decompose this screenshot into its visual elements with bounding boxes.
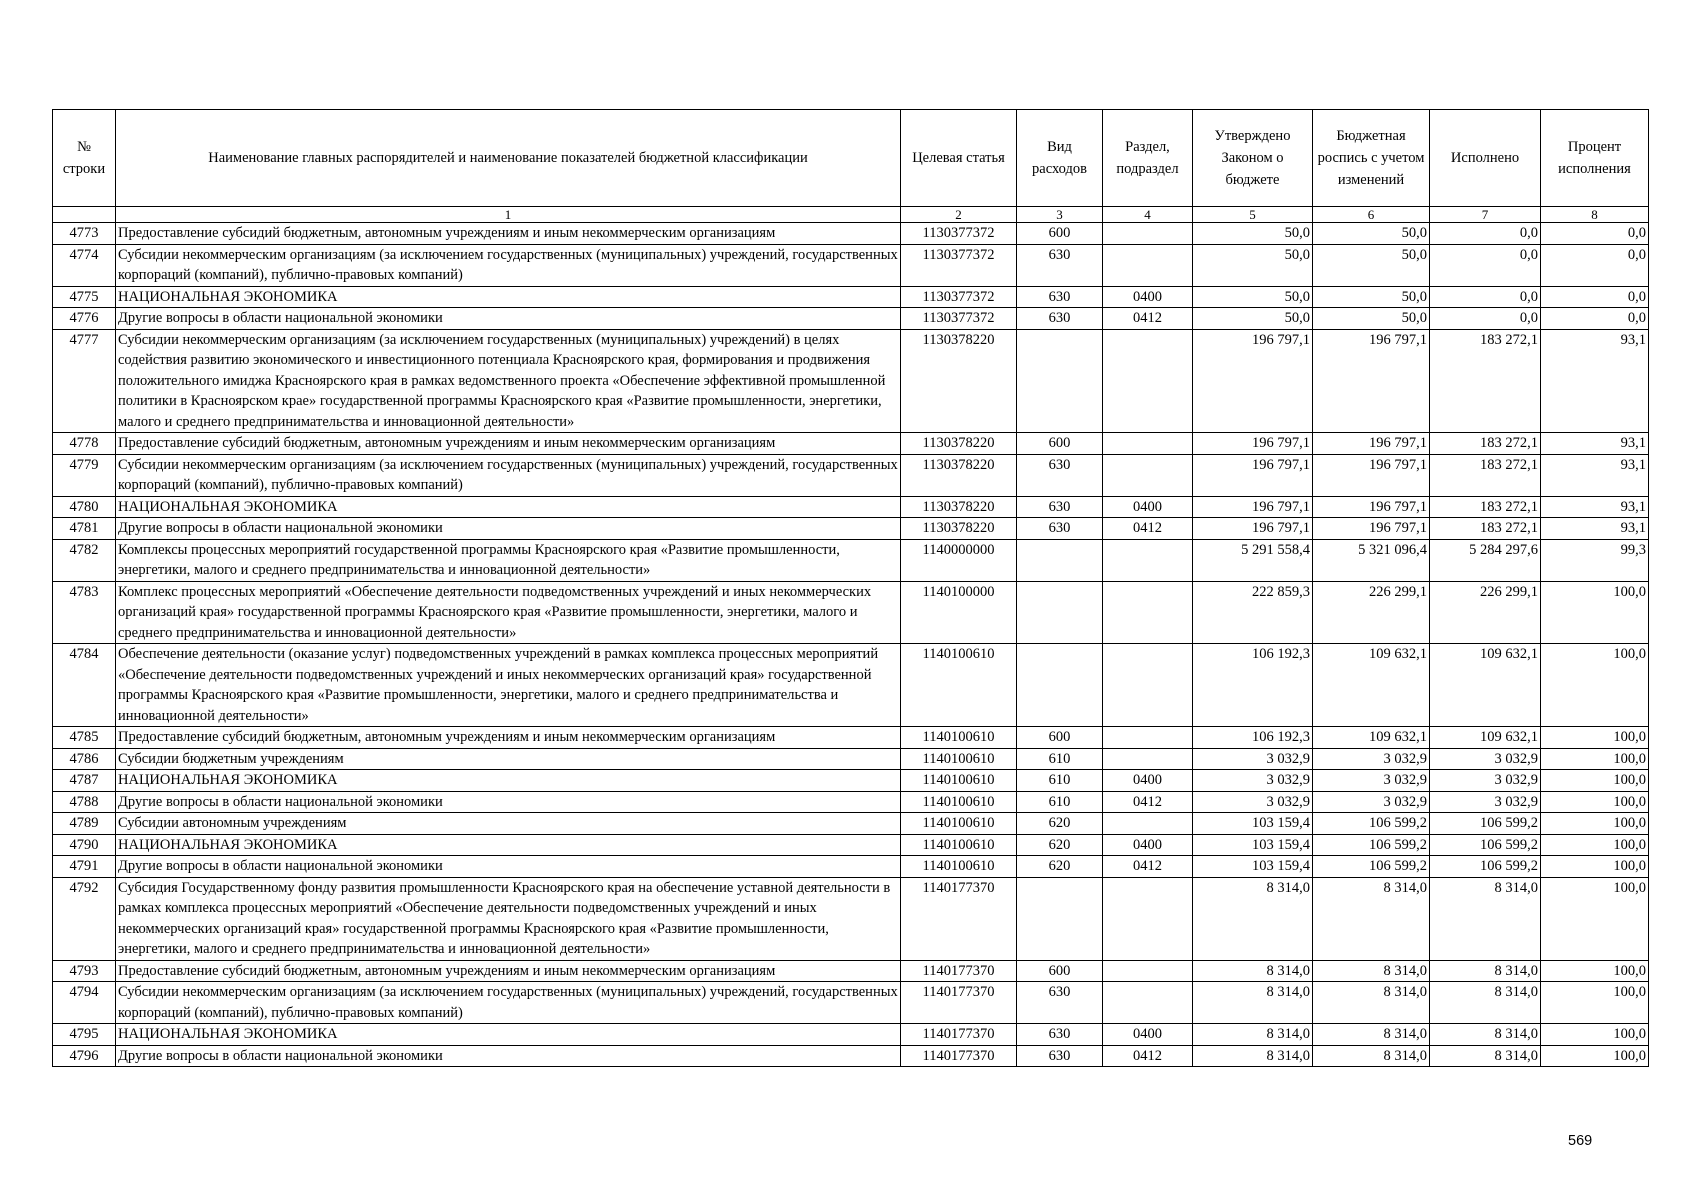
cell-row-number: 4789 bbox=[53, 813, 116, 835]
cell-row-number: 4788 bbox=[53, 791, 116, 813]
cell-target-article: 1140177370 bbox=[901, 982, 1017, 1024]
cell-name: Субсидии некоммерческим организациям (за исключением государственных (муниципальных) учреждений, государственных корпораций (компаний), публично-правовых компаний) bbox=[116, 454, 901, 496]
cell-name: Предоставление субсидий бюджетным, автономным учреждениям и иным некоммерческим организациям bbox=[116, 433, 901, 455]
cell-target-article: 1140100610 bbox=[901, 748, 1017, 770]
cell-section bbox=[1103, 433, 1193, 455]
table-row bbox=[53, 1024, 1649, 1046]
header-name: Наименование главных распорядителей и наименование показателей бюджетной классификации bbox=[116, 110, 901, 207]
cell-executed: 106 599,2 bbox=[1430, 834, 1541, 856]
cell-approved: 196 797,1 bbox=[1193, 454, 1313, 496]
cell-expense-type: 630 bbox=[1017, 454, 1103, 496]
cell-expense-type bbox=[1017, 539, 1103, 581]
table-row bbox=[53, 834, 1649, 856]
cell-row-number: 4784 bbox=[53, 644, 116, 727]
cell-expense-type: 600 bbox=[1017, 433, 1103, 455]
cell-expense-type bbox=[1017, 877, 1103, 960]
cell-target-article: 1130378220 bbox=[901, 518, 1017, 540]
cell-approved: 106 192,3 bbox=[1193, 644, 1313, 727]
cell-section bbox=[1103, 748, 1193, 770]
cell-row-number: 4777 bbox=[53, 329, 116, 433]
cell-section bbox=[1103, 244, 1193, 286]
cell-target-article: 1140100610 bbox=[901, 770, 1017, 792]
column-number: 1 bbox=[116, 207, 901, 223]
table-row bbox=[53, 644, 1649, 727]
cell-target-article: 1140000000 bbox=[901, 539, 1017, 581]
cell-expense-type: 630 bbox=[1017, 982, 1103, 1024]
cell-row-number: 4792 bbox=[53, 877, 116, 960]
cell-name: Другие вопросы в области национальной экономики bbox=[116, 856, 901, 878]
table-row bbox=[53, 286, 1649, 308]
cell-approved: 222 859,3 bbox=[1193, 581, 1313, 644]
cell-expense-type: 600 bbox=[1017, 960, 1103, 982]
cell-budget-plan: 8 314,0 bbox=[1313, 982, 1430, 1024]
cell-name: НАЦИОНАЛЬНАЯ ЭКОНОМИКА bbox=[116, 770, 901, 792]
cell-budget-plan: 196 797,1 bbox=[1313, 496, 1430, 518]
cell-row-number: 4782 bbox=[53, 539, 116, 581]
cell-percent: 0,0 bbox=[1541, 223, 1649, 245]
cell-executed: 0,0 bbox=[1430, 244, 1541, 286]
cell-percent: 0,0 bbox=[1541, 286, 1649, 308]
cell-row-number: 4779 bbox=[53, 454, 116, 496]
cell-percent: 93,1 bbox=[1541, 433, 1649, 455]
cell-section bbox=[1103, 813, 1193, 835]
table-row bbox=[53, 813, 1649, 835]
header-section: Раздел, подраздел bbox=[1103, 110, 1193, 207]
cell-row-number: 4781 bbox=[53, 518, 116, 540]
cell-expense-type bbox=[1017, 581, 1103, 644]
cell-row-number: 4790 bbox=[53, 834, 116, 856]
cell-target-article: 1140100610 bbox=[901, 856, 1017, 878]
cell-approved: 8 314,0 bbox=[1193, 1024, 1313, 1046]
column-number-row bbox=[53, 207, 1649, 223]
cell-row-number: 4785 bbox=[53, 727, 116, 749]
table-row bbox=[53, 329, 1649, 433]
cell-budget-plan: 106 599,2 bbox=[1313, 813, 1430, 835]
cell-name: Другие вопросы в области национальной экономики bbox=[116, 791, 901, 813]
cell-row-number: 4778 bbox=[53, 433, 116, 455]
cell-budget-plan: 50,0 bbox=[1313, 244, 1430, 286]
cell-approved: 196 797,1 bbox=[1193, 329, 1313, 433]
cell-percent: 0,0 bbox=[1541, 308, 1649, 330]
cell-percent: 100,0 bbox=[1541, 813, 1649, 835]
cell-approved: 106 192,3 bbox=[1193, 727, 1313, 749]
cell-approved: 50,0 bbox=[1193, 244, 1313, 286]
cell-target-article: 1140100610 bbox=[901, 791, 1017, 813]
cell-section bbox=[1103, 454, 1193, 496]
cell-name: Обеспечение деятельности (оказание услуг) подведомственных учреждений в рамках комплекса процессных мероприятий «Обеспечение деятельности подведомственных учреждений и иных некоммерческих организаций края» государственной программы Красноярского края «Развитие промышленности, энергетики, малого и среднего предпринимательства и инновационной деятельности» bbox=[116, 644, 901, 727]
cell-name: Предоставление субсидий бюджетным, автономным учреждениям и иным некоммерческим организациям bbox=[116, 960, 901, 982]
cell-budget-plan: 196 797,1 bbox=[1313, 454, 1430, 496]
table-row bbox=[53, 581, 1649, 644]
cell-executed: 183 272,1 bbox=[1430, 329, 1541, 433]
column-number: 3 bbox=[1017, 207, 1103, 223]
cell-expense-type: 620 bbox=[1017, 813, 1103, 835]
cell-budget-plan: 3 032,9 bbox=[1313, 770, 1430, 792]
table-row bbox=[53, 877, 1649, 960]
cell-budget-plan: 3 032,9 bbox=[1313, 791, 1430, 813]
cell-target-article: 1130377372 bbox=[901, 286, 1017, 308]
column-number: 6 bbox=[1313, 207, 1430, 223]
cell-percent: 100,0 bbox=[1541, 727, 1649, 749]
cell-percent: 100,0 bbox=[1541, 834, 1649, 856]
cell-executed: 8 314,0 bbox=[1430, 1045, 1541, 1067]
cell-executed: 183 272,1 bbox=[1430, 454, 1541, 496]
cell-percent: 0,0 bbox=[1541, 244, 1649, 286]
cell-budget-plan: 226 299,1 bbox=[1313, 581, 1430, 644]
cell-expense-type: 610 bbox=[1017, 791, 1103, 813]
cell-name: Субсидии некоммерческим организациям (за исключением государственных (муниципальных) учреждений) в целях содействия развитию экономического и инвестиционного потенциала Красноярского края, формирования и продвижения положительного имиджа Красноярского края в рамках ведомственного проекта «Обеспечение эффективной промышленной политики в Красноярском крае» государственной программы Красноярского края «Развитие промышленности, энергетики, малого и среднего предпринимательства и инновационной деятельности» bbox=[116, 329, 901, 433]
cell-executed: 109 632,1 bbox=[1430, 727, 1541, 749]
table-row bbox=[53, 727, 1649, 749]
cell-name: НАЦИОНАЛЬНАЯ ЭКОНОМИКА bbox=[116, 834, 901, 856]
cell-executed: 226 299,1 bbox=[1430, 581, 1541, 644]
cell-name: Предоставление субсидий бюджетным, автономным учреждениям и иным некоммерческим организациям bbox=[116, 223, 901, 245]
header-row-number: № строки bbox=[53, 110, 116, 207]
cell-executed: 8 314,0 bbox=[1430, 960, 1541, 982]
cell-percent: 100,0 bbox=[1541, 748, 1649, 770]
cell-budget-plan: 196 797,1 bbox=[1313, 329, 1430, 433]
cell-budget-plan: 8 314,0 bbox=[1313, 1045, 1430, 1067]
cell-row-number: 4775 bbox=[53, 286, 116, 308]
cell-name: Субсидия Государственному фонду развития промышленности Красноярского края на обеспечение уставной деятельности в рамках комплекса процессных мероприятий «Обеспечение деятельности подведомственных учреждений и иных некоммерческих организаций края» государственной программы Красноярского края «Развитие промышленности, энергетики, малого и среднего предпринимательства и инновационной деятельности» bbox=[116, 877, 901, 960]
cell-section bbox=[1103, 644, 1193, 727]
cell-approved: 8 314,0 bbox=[1193, 877, 1313, 960]
cell-expense-type bbox=[1017, 644, 1103, 727]
cell-name: НАЦИОНАЛЬНАЯ ЭКОНОМИКА bbox=[116, 1024, 901, 1046]
cell-percent: 99,3 bbox=[1541, 539, 1649, 581]
cell-executed: 8 314,0 bbox=[1430, 982, 1541, 1024]
cell-name: Субсидии некоммерческим организациям (за исключением государственных (муниципальных) учреждений, государственных корпораций (компаний), публично-правовых компаний) bbox=[116, 982, 901, 1024]
cell-target-article: 1130377372 bbox=[901, 223, 1017, 245]
table-row bbox=[53, 982, 1649, 1024]
cell-percent: 100,0 bbox=[1541, 770, 1649, 792]
cell-approved: 103 159,4 bbox=[1193, 813, 1313, 835]
cell-approved: 50,0 bbox=[1193, 308, 1313, 330]
cell-section bbox=[1103, 960, 1193, 982]
cell-approved: 8 314,0 bbox=[1193, 982, 1313, 1024]
cell-expense-type: 630 bbox=[1017, 308, 1103, 330]
column-number: 4 bbox=[1103, 207, 1193, 223]
cell-expense-type: 600 bbox=[1017, 223, 1103, 245]
cell-budget-plan: 196 797,1 bbox=[1313, 433, 1430, 455]
cell-approved: 50,0 bbox=[1193, 286, 1313, 308]
cell-executed: 8 314,0 bbox=[1430, 1024, 1541, 1046]
cell-section bbox=[1103, 329, 1193, 433]
cell-budget-plan: 106 599,2 bbox=[1313, 834, 1430, 856]
header-approved: Утверждено Законом о бюджете bbox=[1193, 110, 1313, 207]
cell-row-number: 4776 bbox=[53, 308, 116, 330]
cell-target-article: 1130378220 bbox=[901, 454, 1017, 496]
cell-section: 0412 bbox=[1103, 791, 1193, 813]
column-number bbox=[53, 207, 116, 223]
cell-executed: 0,0 bbox=[1430, 308, 1541, 330]
cell-executed: 0,0 bbox=[1430, 286, 1541, 308]
cell-target-article: 1140100610 bbox=[901, 813, 1017, 835]
cell-name: Предоставление субсидий бюджетным, автономным учреждениям и иным некоммерческим организациям bbox=[116, 727, 901, 749]
cell-budget-plan: 109 632,1 bbox=[1313, 644, 1430, 727]
cell-budget-plan: 196 797,1 bbox=[1313, 518, 1430, 540]
cell-name: НАЦИОНАЛЬНАЯ ЭКОНОМИКА bbox=[116, 496, 901, 518]
cell-section: 0400 bbox=[1103, 834, 1193, 856]
cell-target-article: 1140177370 bbox=[901, 877, 1017, 960]
cell-target-article: 1130378220 bbox=[901, 433, 1017, 455]
cell-percent: 100,0 bbox=[1541, 1045, 1649, 1067]
header-percent: Процент исполнения bbox=[1541, 110, 1649, 207]
cell-budget-plan: 5 321 096,4 bbox=[1313, 539, 1430, 581]
cell-budget-plan: 50,0 bbox=[1313, 286, 1430, 308]
cell-target-article: 1140177370 bbox=[901, 1024, 1017, 1046]
table-row bbox=[53, 244, 1649, 286]
cell-expense-type: 630 bbox=[1017, 496, 1103, 518]
cell-target-article: 1130377372 bbox=[901, 308, 1017, 330]
cell-percent: 100,0 bbox=[1541, 982, 1649, 1024]
table-row bbox=[53, 308, 1649, 330]
cell-row-number: 4796 bbox=[53, 1045, 116, 1067]
cell-executed: 183 272,1 bbox=[1430, 496, 1541, 518]
cell-row-number: 4783 bbox=[53, 581, 116, 644]
cell-approved: 103 159,4 bbox=[1193, 856, 1313, 878]
cell-section bbox=[1103, 581, 1193, 644]
budget-execution-table bbox=[52, 109, 1649, 1067]
cell-name: Субсидии некоммерческим организациям (за исключением государственных (муниципальных) учреждений, государственных корпораций (компаний), публично-правовых компаний) bbox=[116, 244, 901, 286]
cell-section: 0412 bbox=[1103, 518, 1193, 540]
cell-percent: 100,0 bbox=[1541, 644, 1649, 727]
cell-section bbox=[1103, 727, 1193, 749]
header-budget-plan: Бюджетная роспись с учетом изменений bbox=[1313, 110, 1430, 207]
cell-budget-plan: 8 314,0 bbox=[1313, 877, 1430, 960]
cell-percent: 93,1 bbox=[1541, 454, 1649, 496]
table-row bbox=[53, 518, 1649, 540]
header-target-article: Целевая статья bbox=[901, 110, 1017, 207]
table-row bbox=[53, 223, 1649, 245]
table-row bbox=[53, 1045, 1649, 1067]
cell-approved: 8 314,0 bbox=[1193, 960, 1313, 982]
table-body bbox=[53, 223, 1649, 1067]
table-row bbox=[53, 960, 1649, 982]
table-row bbox=[53, 454, 1649, 496]
cell-approved: 103 159,4 bbox=[1193, 834, 1313, 856]
cell-expense-type: 630 bbox=[1017, 244, 1103, 286]
cell-approved: 196 797,1 bbox=[1193, 433, 1313, 455]
table-header-row bbox=[53, 110, 1649, 207]
header-expense-type: Вид расходов bbox=[1017, 110, 1103, 207]
cell-approved: 196 797,1 bbox=[1193, 496, 1313, 518]
cell-approved: 3 032,9 bbox=[1193, 791, 1313, 813]
cell-approved: 8 314,0 bbox=[1193, 1045, 1313, 1067]
table-row bbox=[53, 770, 1649, 792]
cell-expense-type: 630 bbox=[1017, 1045, 1103, 1067]
cell-percent: 100,0 bbox=[1541, 1024, 1649, 1046]
cell-expense-type: 610 bbox=[1017, 770, 1103, 792]
cell-name: Комплекс процессных мероприятий «Обеспечение деятельности подведомственных учреждений и иных некоммерческих организаций края» государственной программы Красноярского края «Развитие промышленности, энергетики, малого и среднего предпринимательства и инновационной деятельности» bbox=[116, 581, 901, 644]
cell-row-number: 4780 bbox=[53, 496, 116, 518]
cell-budget-plan: 3 032,9 bbox=[1313, 748, 1430, 770]
cell-approved: 3 032,9 bbox=[1193, 748, 1313, 770]
cell-executed: 3 032,9 bbox=[1430, 770, 1541, 792]
cell-executed: 8 314,0 bbox=[1430, 877, 1541, 960]
cell-executed: 0,0 bbox=[1430, 223, 1541, 245]
cell-section: 0400 bbox=[1103, 496, 1193, 518]
cell-target-article: 1140100610 bbox=[901, 834, 1017, 856]
cell-budget-plan: 106 599,2 bbox=[1313, 856, 1430, 878]
cell-executed: 183 272,1 bbox=[1430, 518, 1541, 540]
cell-expense-type: 620 bbox=[1017, 834, 1103, 856]
cell-section: 0412 bbox=[1103, 1045, 1193, 1067]
cell-expense-type: 630 bbox=[1017, 1024, 1103, 1046]
cell-name: Другие вопросы в области национальной экономики bbox=[116, 1045, 901, 1067]
cell-name: Другие вопросы в области национальной экономики bbox=[116, 308, 901, 330]
table-row bbox=[53, 748, 1649, 770]
cell-executed: 109 632,1 bbox=[1430, 644, 1541, 727]
cell-budget-plan: 8 314,0 bbox=[1313, 960, 1430, 982]
cell-budget-plan: 50,0 bbox=[1313, 223, 1430, 245]
cell-target-article: 1140177370 bbox=[901, 1045, 1017, 1067]
cell-percent: 93,1 bbox=[1541, 496, 1649, 518]
cell-percent: 100,0 bbox=[1541, 856, 1649, 878]
cell-approved: 196 797,1 bbox=[1193, 518, 1313, 540]
column-number: 5 bbox=[1193, 207, 1313, 223]
cell-percent: 100,0 bbox=[1541, 791, 1649, 813]
cell-percent: 100,0 bbox=[1541, 960, 1649, 982]
cell-target-article: 1130378220 bbox=[901, 496, 1017, 518]
cell-name: Субсидии бюджетным учреждениям bbox=[116, 748, 901, 770]
cell-percent: 100,0 bbox=[1541, 877, 1649, 960]
cell-expense-type: 610 bbox=[1017, 748, 1103, 770]
cell-section bbox=[1103, 982, 1193, 1024]
cell-name: Другие вопросы в области национальной экономики bbox=[116, 518, 901, 540]
cell-name: НАЦИОНАЛЬНАЯ ЭКОНОМИКА bbox=[116, 286, 901, 308]
cell-expense-type: 620 bbox=[1017, 856, 1103, 878]
cell-budget-plan: 8 314,0 bbox=[1313, 1024, 1430, 1046]
cell-name: Комплексы процессных мероприятий государственной программы Красноярского края «Развитие промышленности, энергетики, малого и среднего предпринимательства и инновационной деятельности» bbox=[116, 539, 901, 581]
cell-row-number: 4794 bbox=[53, 982, 116, 1024]
cell-section: 0400 bbox=[1103, 1024, 1193, 1046]
column-number: 2 bbox=[901, 207, 1017, 223]
cell-approved: 50,0 bbox=[1193, 223, 1313, 245]
cell-section: 0412 bbox=[1103, 856, 1193, 878]
cell-row-number: 4793 bbox=[53, 960, 116, 982]
cell-executed: 5 284 297,6 bbox=[1430, 539, 1541, 581]
cell-percent: 93,1 bbox=[1541, 518, 1649, 540]
cell-target-article: 1140177370 bbox=[901, 960, 1017, 982]
cell-expense-type: 630 bbox=[1017, 518, 1103, 540]
cell-target-article: 1140100610 bbox=[901, 727, 1017, 749]
cell-section bbox=[1103, 877, 1193, 960]
cell-section: 0400 bbox=[1103, 286, 1193, 308]
column-number: 8 bbox=[1541, 207, 1649, 223]
table-row bbox=[53, 496, 1649, 518]
cell-budget-plan: 50,0 bbox=[1313, 308, 1430, 330]
cell-section bbox=[1103, 223, 1193, 245]
cell-section: 0400 bbox=[1103, 770, 1193, 792]
cell-section: 0412 bbox=[1103, 308, 1193, 330]
cell-executed: 3 032,9 bbox=[1430, 748, 1541, 770]
cell-expense-type: 630 bbox=[1017, 286, 1103, 308]
cell-target-article: 1140100000 bbox=[901, 581, 1017, 644]
table-row bbox=[53, 433, 1649, 455]
cell-approved: 5 291 558,4 bbox=[1193, 539, 1313, 581]
budget-table-sheet bbox=[52, 109, 1648, 1067]
table-row bbox=[53, 791, 1649, 813]
cell-executed: 106 599,2 bbox=[1430, 856, 1541, 878]
cell-expense-type bbox=[1017, 329, 1103, 433]
cell-target-article: 1140100610 bbox=[901, 644, 1017, 727]
cell-row-number: 4786 bbox=[53, 748, 116, 770]
cell-budget-plan: 109 632,1 bbox=[1313, 727, 1430, 749]
cell-executed: 3 032,9 bbox=[1430, 791, 1541, 813]
cell-executed: 183 272,1 bbox=[1430, 433, 1541, 455]
table-row bbox=[53, 856, 1649, 878]
cell-section bbox=[1103, 539, 1193, 581]
cell-target-article: 1130378220 bbox=[901, 329, 1017, 433]
cell-target-article: 1130377372 bbox=[901, 244, 1017, 286]
cell-name: Субсидии автономным учреждениям bbox=[116, 813, 901, 835]
column-number: 7 bbox=[1430, 207, 1541, 223]
table-row bbox=[53, 539, 1649, 581]
cell-row-number: 4791 bbox=[53, 856, 116, 878]
cell-row-number: 4787 bbox=[53, 770, 116, 792]
cell-executed: 106 599,2 bbox=[1430, 813, 1541, 835]
cell-percent: 93,1 bbox=[1541, 329, 1649, 433]
cell-row-number: 4774 bbox=[53, 244, 116, 286]
cell-approved: 3 032,9 bbox=[1193, 770, 1313, 792]
header-executed: Исполнено bbox=[1430, 110, 1541, 207]
cell-row-number: 4773 bbox=[53, 223, 116, 245]
page-number: 569 bbox=[1568, 1133, 1593, 1149]
cell-percent: 100,0 bbox=[1541, 581, 1649, 644]
cell-row-number: 4795 bbox=[53, 1024, 116, 1046]
cell-expense-type: 600 bbox=[1017, 727, 1103, 749]
